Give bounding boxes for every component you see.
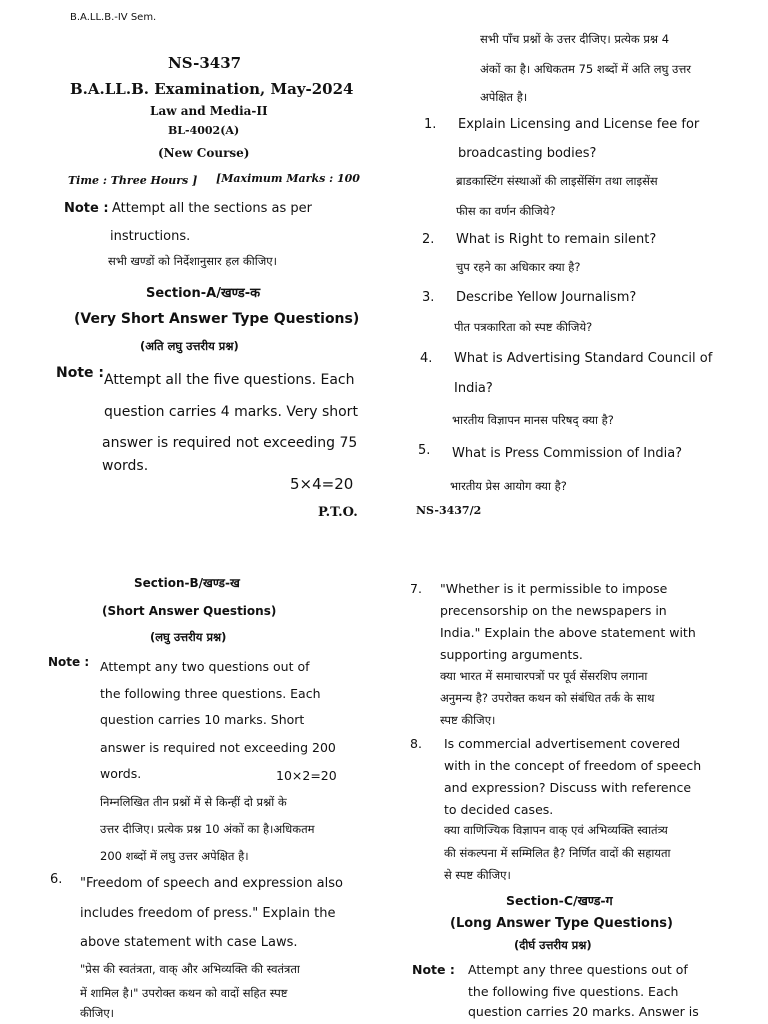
subject-title: Law and Media-II [150,104,268,118]
note-hindi: निम्नलिखित तीन प्रश्नों में से किन्हीं दो प्रश्नों के [100,795,287,809]
note-line: Attempt any three questions out of [468,962,688,977]
question-number: 6. [50,872,63,887]
note-line: instructions. [110,229,191,244]
pto-label: P.T.O. [318,505,358,520]
question-hindi: पीत पत्रकारिता को स्पष्ट कीजिये? [454,320,593,334]
question-hindi: भारतीय प्रेस आयोग क्या है? [450,479,567,493]
section-hindi: (लघु उत्तरीय प्रश्न) [150,630,227,644]
question-number: 4. [420,351,433,366]
question-number: 1. [424,117,437,132]
page-footer-code: NS-3437/2 [416,504,482,517]
question-hindi: चुप रहने का अधिकार क्या है? [456,260,581,274]
marks-calculation: 10×2=20 [276,768,337,783]
note-line: answer is required not exceeding 75 [102,435,358,451]
hindi-instruction: अंकों का है। अधिकतम 75 शब्दों में अति लघु उत्तर [480,62,691,76]
question-text: What is Advertising Standard Council of [454,351,713,366]
question-hindi: "प्रेस की स्वतंत्रता, वाक् और अभिव्यक्ति की स्वतंत्रता [80,962,300,976]
question-hindi: में शामिल है।" उपरोक्त कथन को वादों सहित स्पष्ट [80,986,288,1000]
question-hindi: ब्राडकास्टिंग संस्थाओं की लाइसेंसिंग तथा लाइसेंस [456,174,658,188]
question-text: India." Explain the above statement with [440,625,696,640]
note-line: Attempt any two questions out of [100,659,310,674]
course-code: BL-4002(A) [168,124,240,137]
question-hindi: अनुमन्य है? उपरोक्त कथन को संबंधित तर्क के साथ [440,691,655,705]
note-line: answer is required not exceeding 200 [100,740,336,755]
question-number: 8. [410,736,422,751]
note-hindi: सभी खण्डों को निर्देशानुसार हल कीजिए। [108,254,277,268]
section-type: (Short Answer Questions) [102,604,277,618]
note-line: words. [100,766,142,781]
question-number: 5. [418,443,431,458]
question-number: 3. [422,290,435,305]
time-label: Time : Three Hours ] [68,174,198,187]
question-text: with in the concept of freedom of speech [444,758,702,773]
question-number: 7. [410,581,422,596]
section-type: (Very Short Answer Type Questions) [74,311,360,327]
note-label: Note : [56,365,104,381]
note-label: Note : [412,962,455,977]
course-type: (New Course) [158,146,250,160]
question-hindi: स्पष्ट कीजिए। [440,713,496,727]
question-text: Explain Licensing and License fee for [458,117,700,132]
note-line: the following five questions. Each [468,984,679,999]
note-line: the following three questions. Each [100,686,321,701]
question-text: "Whether is it permissible to impose [440,581,668,596]
question-hindi: फीस का वर्णन कीजिये? [456,204,556,218]
hindi-instruction: अपेक्षित है। [480,90,528,104]
page-4 [384,512,768,1024]
question-text: precensorship on the newspapers in [440,603,667,618]
question-text: What is Press Commission of India? [452,446,683,461]
page-3 [0,512,384,1024]
section-type: (Long Answer Type Questions) [450,916,673,931]
section-title: Section-B/खण्ड-ख [134,576,240,590]
question-hindi: की संकल्पना में सम्मिलित है? निर्णित वादों की सहायता [444,846,671,860]
section-hindi: (अति लघु उत्तरीय प्रश्न) [140,339,239,353]
question-text: Describe Yellow Journalism? [456,290,637,305]
note-line: Attempt all the five questions. Each [104,372,355,388]
header-course-label: B.A.LL.B.-IV Sem. [70,12,157,23]
question-hindi: भारतीय विज्ञापन मानस परिषद् क्या है? [452,413,614,427]
question-text: Is commercial advertisement covered [444,736,681,751]
question-text: to decided cases. [444,802,554,817]
note-line: question carries 20 marks. Answer is [468,1004,699,1019]
marks-calculation: 5×4=20 [290,475,354,493]
question-text: supporting arguments. [440,647,583,662]
section-hindi: (दीर्घ उत्तरीय प्रश्न) [514,938,592,952]
question-hindi: क्या वाणिज्यिक विज्ञापन वाक् एवं अभिव्यक्ति स्वातंत्र्य [444,823,668,837]
question-text: What is Right to remain silent? [456,232,657,247]
page-1 [0,0,384,520]
question-text: above statement with case Laws. [80,935,298,950]
note-line: question carries 10 marks. Short [100,712,305,727]
note-hindi: 200 शब्दों में लघु उत्तर अपेक्षित है। [100,849,249,863]
max-marks-label: [Maximum Marks : 100 [216,172,360,185]
note-label: Note : [64,201,109,216]
note-line: words. [102,458,149,474]
note-label: Note : [48,655,90,669]
question-hindi: कीजिए। [80,1006,115,1020]
note-line: Attempt all the sections as per [112,201,312,216]
note-line: question carries 4 marks. Very short [104,404,358,420]
page-2 [384,0,768,517]
paper-code: NS-3437 [168,54,242,72]
question-text: includes freedom of press." Explain the [80,906,336,921]
question-text: "Freedom of speech and expression also [80,876,343,891]
note-hindi: उत्तर दीजिए। प्रत्येक प्रश्न 10 अंकों का है।अधिकतम [100,822,315,836]
section-title: Section-C/खण्ड-ग [506,893,613,908]
question-text: broadcasting bodies? [458,146,597,161]
exam-title: B.A.LL.B. Examination, May-2024 [70,80,354,98]
question-number: 2. [422,232,435,247]
question-hindi: क्या भारत में समाचारपत्रों पर पूर्व सेंसरशिप लगाना [440,669,648,683]
section-title: Section-A/खण्ड-क [146,286,261,301]
question-hindi: से स्पष्ट कीजिए। [444,868,511,882]
question-text: India? [454,381,493,396]
hindi-instruction: सभी पाँच प्रश्नों के उत्तर दीजिए। प्रत्येक प्रश्न 4 [480,32,670,46]
question-text: and expression? Discuss with reference [444,780,692,795]
